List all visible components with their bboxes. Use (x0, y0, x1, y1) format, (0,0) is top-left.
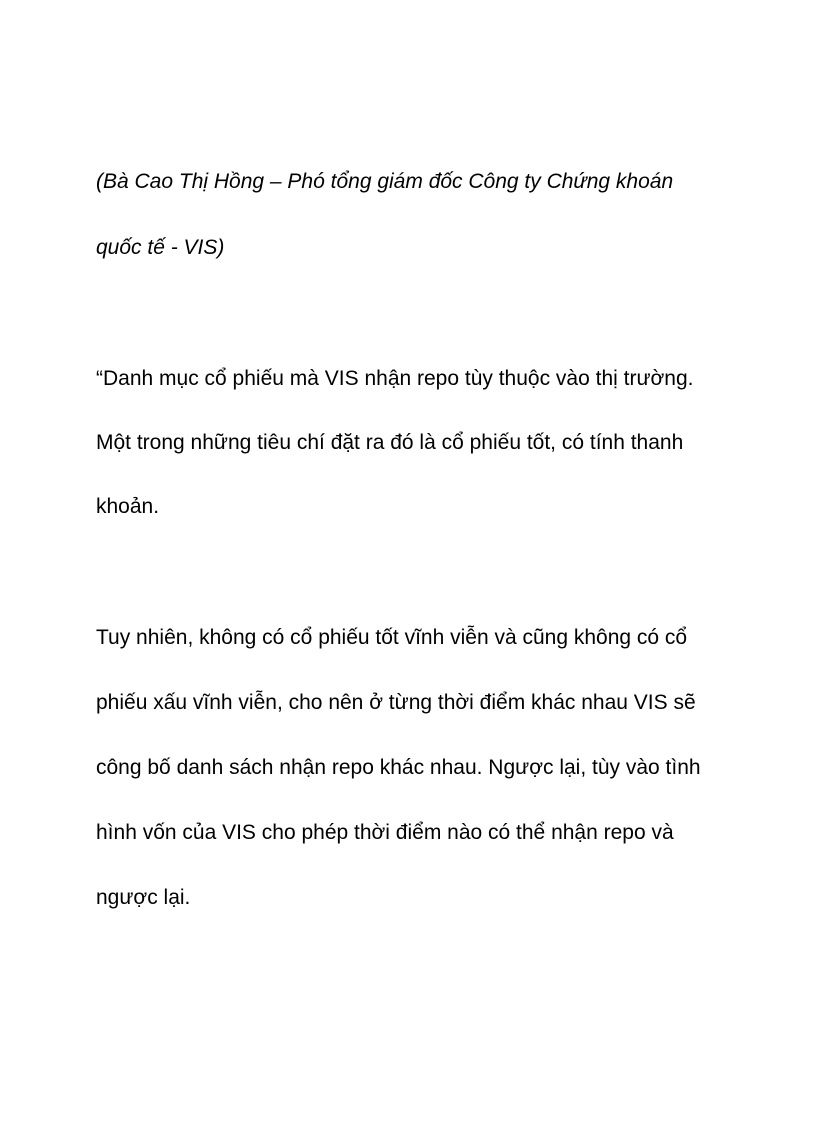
paragraph-2-line-2: phiếu xấu vĩnh viễn, cho nên ở từng thời điểm khác nhau VIS sẽ (96, 691, 696, 714)
document-page (96, 0, 736, 1123)
paragraph-2-line-5: ngược lại. (96, 886, 191, 909)
paragraph-2-line-4: hình vốn của VIS cho phép thời điểm nào có thể nhận repo và (96, 821, 674, 844)
paragraph-1-line-2: Một trong những tiêu chí đặt ra đó là cổ phiếu tốt, có tính thanh (96, 431, 684, 454)
paragraph-1-line-3: khoản. (96, 495, 160, 518)
attribution-line-2: quốc tế - VIS) (96, 236, 225, 259)
paragraph-2-line-3: công bố danh sách nhận repo khác nhau. Ngược lại, tùy vào tình (96, 756, 701, 779)
paragraph-2-line-1: Tuy nhiên, không có cổ phiếu tốt vĩnh viễn và cũng không có cổ (96, 626, 688, 649)
paragraph-1-line-1: “Danh mục cổ phiếu mà VIS nhận repo tùy thuộc vào thị trường. (96, 367, 694, 390)
attribution-line-1: (Bà Cao Thị Hồng – Phó tổng giám đốc Công ty Chứng khoán (96, 170, 674, 193)
